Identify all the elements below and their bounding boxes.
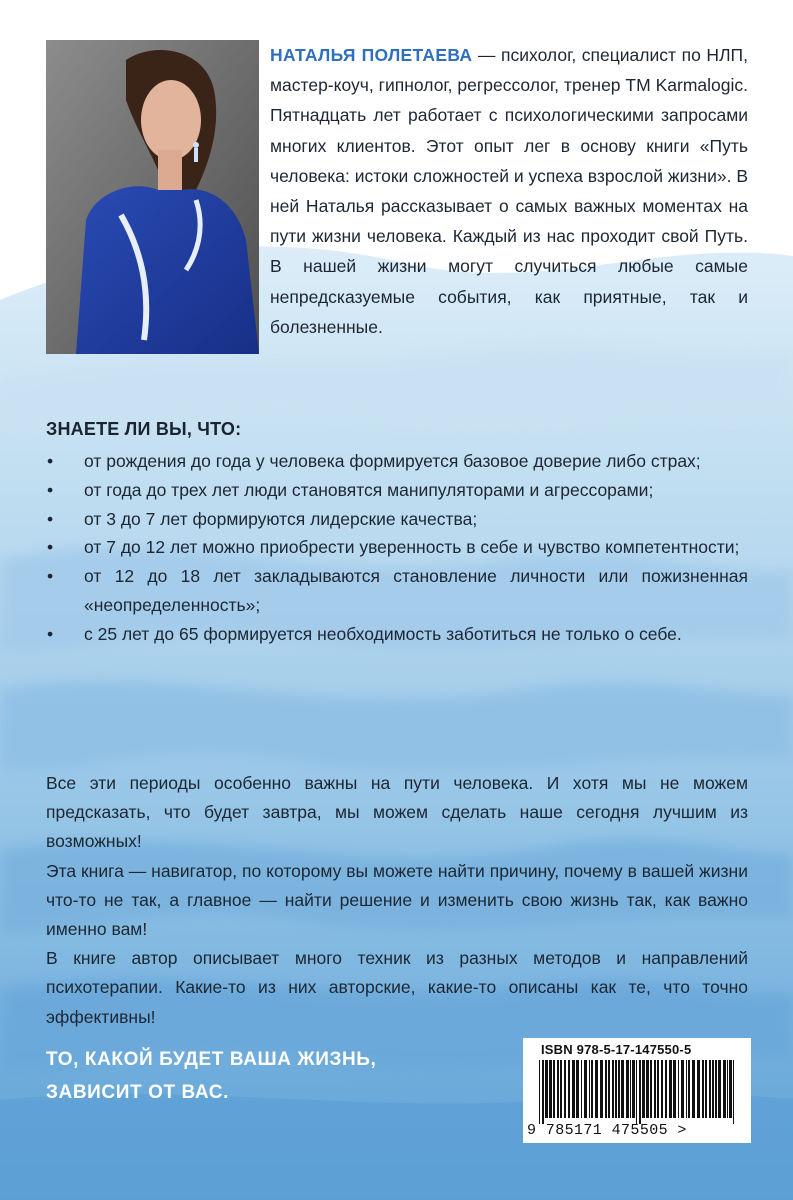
barcode-bar xyxy=(654,1060,656,1118)
barcode-bar xyxy=(705,1060,707,1118)
barcode-bar xyxy=(630,1060,631,1118)
slogan xyxy=(46,1043,386,1109)
barcode-bar xyxy=(715,1060,717,1118)
barcode-bar xyxy=(595,1060,598,1118)
barcode-bar xyxy=(709,1060,711,1118)
barcode-bar xyxy=(560,1060,562,1118)
isbn-number: ISBN 978-5-17-147550-5 xyxy=(541,1042,692,1057)
barcode-bar xyxy=(657,1060,659,1118)
barcode-bar xyxy=(576,1060,579,1118)
barcode-bar xyxy=(669,1060,672,1118)
barcode-bar xyxy=(673,1060,676,1118)
author-portrait-image xyxy=(46,40,259,354)
barcode-bar xyxy=(681,1060,684,1118)
barcode-bar xyxy=(646,1060,649,1118)
barcode-bar xyxy=(678,1060,679,1118)
barcode-bar xyxy=(626,1060,629,1118)
barcode-bar xyxy=(702,1060,704,1118)
barcode-bar xyxy=(553,1060,555,1118)
barcode-bar xyxy=(650,1060,652,1118)
barcode-bar xyxy=(605,1060,607,1118)
barcode-bar xyxy=(712,1060,714,1118)
body-text xyxy=(46,769,748,1032)
barcode-bar xyxy=(688,1060,690,1118)
barcode-bar xyxy=(539,1060,540,1124)
barcode-bar xyxy=(733,1060,734,1124)
slogan-line: ЗАВИСИТ ОТ ВАС. xyxy=(46,1082,229,1103)
facts-title: ЗНАЕТЕ ЛИ ВЫ, ЧТО: xyxy=(46,419,242,439)
barcode-bar xyxy=(608,1060,610,1118)
barcode-bar xyxy=(697,1060,700,1118)
facts-list xyxy=(46,447,748,649)
barcode-bar xyxy=(557,1060,559,1118)
body-paragraph: Все эти периоды особенно важны на пути человека. И хотя мы не можем предсказать, что будет завтра, мы можем сделать наше сегодня лучшим из возможных! xyxy=(46,773,748,852)
barcode-bar xyxy=(661,1060,663,1118)
barcode-bar xyxy=(542,1060,544,1124)
list-item: • от 3 до 7 лет формируются лидерские качества; xyxy=(46,505,748,534)
barcode-bar xyxy=(665,1060,667,1118)
list-item: • от 12 до 18 лет закладываются становление личности или пожизненная «неопределенность»; xyxy=(46,562,748,620)
barcode-bar xyxy=(692,1060,695,1118)
author-photo xyxy=(46,40,259,354)
barcode-bar xyxy=(618,1060,620,1118)
barcode-bar xyxy=(723,1060,726,1118)
list-item: • от 7 до 12 лет можно приобрести уверенность в себе и чувство компетентности; xyxy=(46,533,748,562)
barcode-bar xyxy=(615,1060,617,1118)
barcode-bar xyxy=(612,1060,614,1118)
barcode-bar xyxy=(584,1060,587,1118)
body-paragraph: Эта книга — навигатор, по которому вы можете найти причину, почему в вашей жизни что-то не так, а главное — найти решение и изменить свою жизнь так, как важно именно вам! xyxy=(46,860,748,940)
author-bio xyxy=(270,40,748,342)
barcode-bar xyxy=(581,1060,582,1118)
barcode-bar xyxy=(564,1060,566,1118)
barcode-bar xyxy=(636,1060,637,1124)
isbn-barcode xyxy=(523,1038,751,1143)
author-name: НАТАЛЬЯ ПОЛЕТАЕВА xyxy=(270,45,473,65)
barcode-bar xyxy=(639,1060,641,1124)
author-bio-text: — психолог, специалист по НЛП, мастер-коуч, гипнолог, регрессолог, тренер ТМ Karmalogic. Пятнадцать лет работает с психологическими запросами многих клиентов. Этот опыт лег в основу книги «Путь человека: истоки сложностей и успеха взрослой жизни». В ней Наталья рассказывает о самых важных моментах на пути жизни человека. Каждый из нас проходит свой Путь. В нашей жизни могут случиться любые самые непредсказуемые события, как приятные, так и болезненные. xyxy=(270,45,748,337)
barcode-bar xyxy=(600,1060,603,1118)
ean-digits: 9 785171 475505 > xyxy=(527,1122,687,1139)
barcode-bar xyxy=(632,1060,635,1118)
barcode-bar xyxy=(642,1060,645,1118)
barcode-bar xyxy=(727,1060,728,1118)
barcode-bar xyxy=(621,1060,624,1118)
barcode-bar xyxy=(591,1060,593,1118)
list-item: • от года до трех лет люди становятся манипуляторами и агрессорами; xyxy=(46,476,748,505)
barcode-bar xyxy=(718,1060,721,1118)
slogan-line: ТО, КАКОЙ БУДЕТ ВАША ЖИЗНЬ, xyxy=(46,1049,377,1070)
barcode-bar xyxy=(545,1060,548,1118)
barcode-bar xyxy=(549,1060,552,1118)
barcode-bar xyxy=(572,1060,575,1118)
list-item: • с 25 лет до 65 формируется необходимость заботиться не только о себе. xyxy=(46,620,748,649)
body-paragraph: В книге автор описывает много техник из разных методов и направлений психотерапии. Какие-то из них авторские, какие-то описаны как те, что точно эффективны! xyxy=(46,948,748,1027)
barcode-bar xyxy=(589,1060,590,1118)
barcode-bar xyxy=(686,1060,687,1118)
list-item: • от рождения до года у человека формируется базовое доверие либо страх; xyxy=(46,447,748,476)
barcode-bar xyxy=(568,1060,570,1118)
barcode-bar xyxy=(729,1060,732,1118)
